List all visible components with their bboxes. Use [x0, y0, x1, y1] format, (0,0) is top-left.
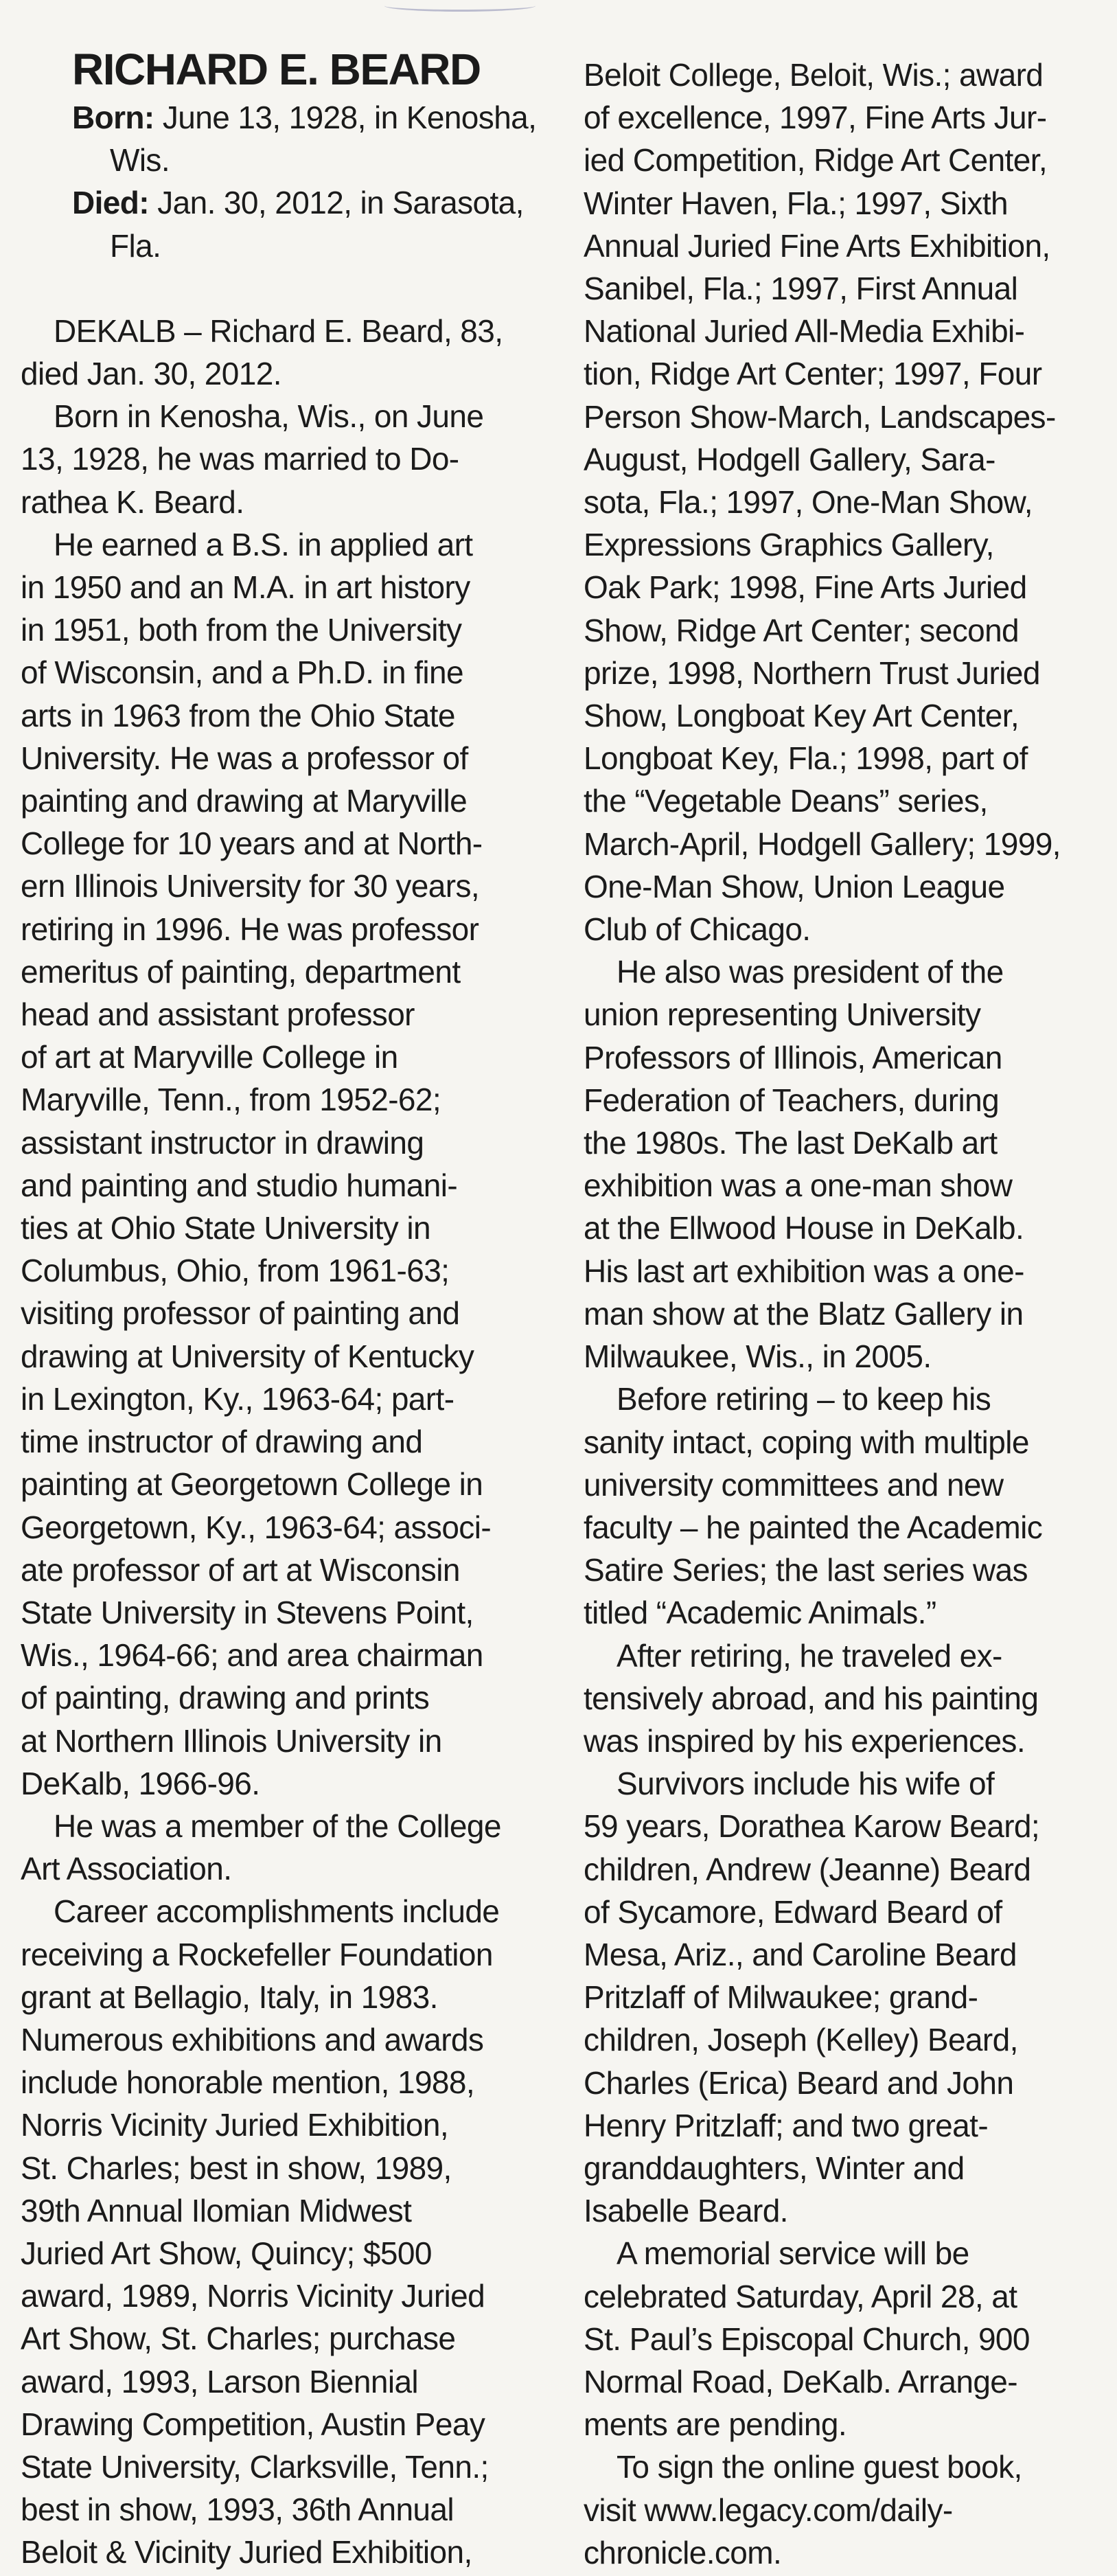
- text-line: painting and drawing at Maryville: [21, 783, 468, 819]
- text-line: Juried Art Show, Quincy; $500: [21, 2235, 432, 2271]
- text-line: visit www.legacy.com/daily-: [584, 2492, 953, 2528]
- text-line: head and assistant professor: [21, 996, 415, 1033]
- text-line: Isabelle Beard.: [584, 2193, 788, 2229]
- text-line: titled “Academic Animals.”: [584, 1595, 936, 1631]
- text-line: After retiring, he traveled ex-: [617, 1637, 1002, 1674]
- text-line: Expressions Graphics Gallery,: [584, 527, 994, 563]
- born-value: June 13, 1928, in Kenosha,: [162, 100, 537, 135]
- text-line: One-Man Show, Union League: [584, 868, 1005, 904]
- text-line: time instructor of drawing and: [21, 1424, 423, 1460]
- text-line: Columbus, Ohio, from 1961-63;: [21, 1253, 450, 1289]
- text-line: Art Association.: [21, 1851, 232, 1887]
- text-line: August, Hodgell Gallery, Sara-: [584, 441, 995, 477]
- text-line: sanity intact, coping with multiple: [584, 1424, 1029, 1460]
- text-line: Club of Chicago.: [584, 911, 811, 948]
- text-line: Mesa, Ariz., and Caroline Beard: [584, 1936, 1017, 1972]
- text-line: in Lexington, Ky., 1963-64; part-: [21, 1380, 454, 1417]
- text-line: National Juried All-Media Exhibi-: [584, 313, 1025, 350]
- text-line: Normal Road, DeKalb. Arrange-: [584, 2363, 1018, 2400]
- died-value-cont: Fla.: [110, 227, 161, 264]
- text-line: He was a member of the College: [54, 1808, 501, 1844]
- text-line: receiving a Rockefeller Foundation: [21, 1936, 493, 1972]
- text-line: Norris Vicinity Juried Exhibition,: [21, 2107, 448, 2143]
- died-value: Jan. 30, 2012, in Sarasota,: [157, 185, 524, 221]
- text-line: Maryville, Tenn., from 1952-62;: [21, 1082, 441, 1118]
- text-line: the 1980s. The last DeKalb art: [584, 1125, 998, 1161]
- text-line: March-April, Hodgell Gallery; 1999,: [584, 825, 1061, 862]
- text-line: Oak Park; 1998, Fine Arts Juried: [584, 569, 1027, 606]
- text-line: Pritzlaff of Milwaukee; grand-: [584, 1979, 978, 2016]
- text-line: Beloit & Vicinity Juried Exhibition,: [21, 2534, 472, 2571]
- text-line: sota, Fla.; 1997, One-Man Show,: [584, 484, 1033, 521]
- text-line: ments are pending.: [584, 2406, 847, 2443]
- text-line: Show, Ridge Art Center; second: [584, 612, 1020, 648]
- decorative-flourish: [384, 0, 536, 12]
- text-line: of Sycamore, Edward Beard of: [584, 1893, 1002, 1930]
- text-line: of painting, drawing and prints: [21, 1680, 430, 1716]
- right-body-text: [584, 54, 1112, 2574]
- text-line: St. Charles; best in show, 1989,: [21, 2150, 452, 2186]
- obituary-name: RICHARD E. BEARD: [72, 45, 481, 94]
- text-line: To sign the online guest book,: [617, 2449, 1022, 2485]
- born-value-cont: Wis.: [110, 142, 170, 179]
- text-line: ied Competition, Ridge Art Center,: [584, 142, 1048, 179]
- text-line: Henry Pritzlaff; and two great-: [584, 2107, 989, 2143]
- text-line: His last art exhibition was a one-: [584, 1253, 1024, 1289]
- right-column: [584, 54, 1112, 2574]
- text-line: was inspired by his experiences.: [584, 1722, 1026, 1759]
- text-line: grant at Bellagio, Italy, in 1983.: [21, 1979, 438, 2015]
- text-line: chronicle.com.: [584, 2534, 782, 2571]
- left-body-text: [21, 310, 570, 2574]
- text-line: university committees and new: [584, 1466, 1004, 1503]
- text-line: Numerous exhibitions and awards: [21, 2021, 484, 2058]
- text-line: painting at Georgetown College in: [21, 1466, 483, 1503]
- text-line: award, 1993, Larson Biennial: [21, 2363, 419, 2400]
- text-line: Career accomplishments include: [54, 1893, 500, 1930]
- text-line: Drawing Competition, Austin Peay: [21, 2406, 485, 2442]
- text-line: celebrated Saturday, April 28, at: [584, 2278, 1017, 2314]
- text-line: 39th Annual Ilomian Midwest: [21, 2192, 412, 2229]
- text-line: University. He was a professor of: [21, 740, 468, 776]
- text-line: and painting and studio humani-: [21, 1167, 458, 1203]
- text-line: He earned a B.S. in applied art: [54, 526, 473, 562]
- text-line: union representing University: [584, 996, 981, 1033]
- text-line: of art at Maryville College in: [21, 1039, 398, 1075]
- text-line: in 1950 and an M.A. in art history: [21, 569, 470, 606]
- text-line: Born in Kenosha, Wis., on June: [54, 398, 484, 435]
- text-line: visiting professor of painting and: [21, 1295, 460, 1332]
- text-line: drawing at University of Kentucky: [21, 1338, 474, 1374]
- text-line: at Northern Illinois University in: [21, 1722, 442, 1759]
- text-line: He also was president of the: [617, 954, 1004, 990]
- text-line: retiring in 1996. He was professor: [21, 911, 479, 947]
- text-line: assistant instructor in drawing: [21, 1124, 424, 1161]
- text-line: Professors of Illinois, American: [584, 1039, 1002, 1075]
- text-line: exhibition was a one-man show: [584, 1167, 1013, 1204]
- text-line: children, Andrew (Jeanne) Beard: [584, 1851, 1031, 1887]
- died-info: [72, 181, 570, 266]
- text-line: Federation of Teachers, during: [584, 1082, 1000, 1118]
- text-line: emeritus of painting, department: [21, 953, 461, 990]
- text-line: Person Show-March, Landscapes-: [584, 398, 1056, 435]
- text-line: best in show, 1993, 36th Annual: [21, 2492, 454, 2528]
- text-line: Charles (Erica) Beard and John: [584, 2064, 1014, 2101]
- text-line: rathea K. Beard.: [21, 483, 244, 520]
- text-line: children, Joseph (Kelley) Beard,: [584, 2022, 1018, 2058]
- text-line: A memorial service will be: [617, 2235, 969, 2272]
- text-line: Art Show, St. Charles; purchase: [21, 2321, 456, 2357]
- text-line: arts in 1963 from the Ohio State: [21, 697, 455, 733]
- text-line: tion, Ridge Art Center; 1997, Four: [584, 356, 1042, 392]
- text-line: Winter Haven, Fla.; 1997, Sixth: [584, 185, 1009, 221]
- text-line: tensively abroad, and his painting: [584, 1680, 1039, 1716]
- born-label: Born:: [72, 100, 154, 135]
- text-line: man show at the Blatz Gallery in: [584, 1295, 1024, 1332]
- text-line: ties at Ohio State University in: [21, 1210, 430, 1246]
- text-line: granddaughters, Winter and: [584, 2150, 965, 2186]
- text-line: St. Paul’s Episcopal Church, 900: [584, 2321, 1030, 2357]
- text-line: Beloit College, Beloit, Wis.; award: [584, 57, 1044, 93]
- text-line: DeKalb, 1966-96.: [21, 1765, 260, 1801]
- text-line: State University, Clarksville, Tenn.;: [21, 2448, 489, 2485]
- text-line: ern Illinois University for 30 years,: [21, 868, 480, 904]
- text-line: include honorable mention, 1988,: [21, 2064, 475, 2101]
- text-line: the “Vegetable Deans” series,: [584, 783, 988, 819]
- text-line: Milwaukee, Wis., in 2005.: [584, 1338, 932, 1375]
- text-line: College for 10 years and at North-: [21, 825, 483, 862]
- text-line: of Wisconsin, and a Ph.D. in fine: [21, 654, 463, 691]
- text-line: award, 1989, Norris Vicinity Juried: [21, 2278, 485, 2314]
- text-line: of excellence, 1997, Fine Arts Jur-: [584, 100, 1047, 136]
- text-line: Show, Longboat Key Art Center,: [584, 698, 1020, 734]
- left-column: [21, 34, 570, 2574]
- text-line: 59 years, Dorathea Karow Beard;: [584, 1808, 1040, 1845]
- text-line: Sanibel, Fla.; 1997, First Annual: [584, 271, 1018, 307]
- text-line: died Jan. 30, 2012.: [21, 356, 281, 392]
- text-line: Annual Juried Fine Arts Exhibition,: [584, 227, 1050, 264]
- text-line: Before retiring – to keep his: [617, 1381, 991, 1417]
- text-line: Georgetown, Ky., 1963-64; associ-: [21, 1509, 492, 1545]
- text-line: prize, 1998, Northern Trust Juried: [584, 654, 1040, 691]
- text-line: Satire Series; the last series was: [584, 1552, 1028, 1588]
- text-line: Longboat Key, Fla.; 1998, part of: [584, 740, 1028, 777]
- text-line: 13, 1928, he was married to Do-: [21, 441, 459, 477]
- text-line: Wis., 1964-66; and area chairman: [21, 1637, 483, 1674]
- born-info: [72, 96, 570, 181]
- text-line: at the Ellwood House in DeKalb.: [584, 1210, 1024, 1246]
- text-line: DEKALB – Richard E. Beard, 83,: [54, 312, 503, 349]
- text-line: Survivors include his wife of: [617, 1766, 995, 1802]
- text-line: faculty – he painted the Academic: [584, 1509, 1043, 1545]
- text-line: State University in Stevens Point,: [21, 1594, 474, 1630]
- died-label: Died:: [72, 185, 150, 221]
- text-line: in 1951, both from the University: [21, 612, 462, 648]
- text-line: ate professor of art at Wisconsin: [21, 1551, 460, 1588]
